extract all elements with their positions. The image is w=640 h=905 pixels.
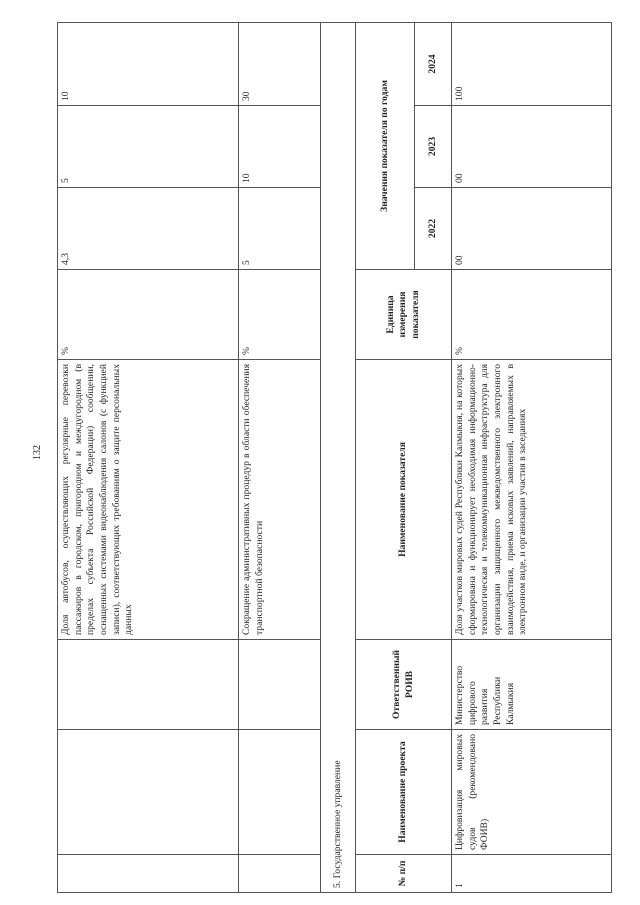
header-row <box>356 23 415 893</box>
unit-cell: % <box>239 270 321 360</box>
header-year-2022: 2022 <box>415 188 452 270</box>
empty-cell <box>58 640 239 730</box>
header-project: Наименование проекта <box>356 730 452 855</box>
indicator-name-cell: Доля автобусов, осуществляющих регулярные перевозки пассажиров в городском, пригородном и междугородном (в пределах субъекта Российской Федерации) сообщении, оснащенных системами видеонаблюдения салонов (с функцией записи), соответствующих требованиям о защите персональных данных <box>58 360 239 640</box>
value-2023-cell: 10 <box>239 106 321 188</box>
empty-cell <box>239 855 321 893</box>
header-indicator: Наименование показателя <box>356 360 452 640</box>
unit-cell: % <box>452 270 612 360</box>
value-2022-cell: 4,3 <box>58 188 239 270</box>
value-2022-cell: 00 <box>452 188 612 270</box>
value-2024-cell: 10 <box>58 23 239 106</box>
value-2024-cell: 30 <box>239 23 321 106</box>
project-name-cell: Цифровизация мировых судов (рекомендовано ФОИВ) <box>452 730 612 855</box>
empty-cell <box>239 730 321 855</box>
table-row <box>58 23 239 893</box>
indicator-name-cell: Сокращение административных процедур в области обеспечения транспортной безопасности <box>239 360 321 640</box>
row-num-cell: 1 <box>452 855 612 893</box>
header-num: № п/п <box>356 855 452 893</box>
indicator-name-cell: Доля участков мировых судей Республики Калмыкия, на которых сформирована и функционирует необходимая информационно-технологическая и телекоммуникационная инфраструктура для организации защищенного межведомственного электронного взаимодействия, приема исковых заявлений, направляемых в электронном виде, и организации участия в заседаниях <box>452 360 612 640</box>
header-year-2023: 2023 <box>415 106 452 188</box>
table-row <box>239 23 321 893</box>
value-2023-cell: 5 <box>58 106 239 188</box>
header-roiv: Ответственный РОИВ <box>356 640 452 730</box>
value-2024-cell: 100 <box>452 23 612 106</box>
roiv-cell: Министерство цифрового развития Республики Калмыкия <box>452 640 612 730</box>
page-number: 132 <box>32 445 43 460</box>
header-unit: Единица измерения показателя <box>356 270 452 360</box>
table-row <box>452 23 612 893</box>
empty-cell <box>58 855 239 893</box>
empty-cell <box>239 640 321 730</box>
value-2022-cell: 5 <box>239 188 321 270</box>
value-2023-cell: 00 <box>452 106 612 188</box>
unit-cell: % <box>58 270 239 360</box>
section-row <box>321 23 356 893</box>
header-year-2024: 2024 <box>415 23 452 106</box>
empty-cell <box>58 730 239 855</box>
indicators-table <box>57 22 612 893</box>
section-title: 5. Государственное управление <box>321 23 356 893</box>
header-values: Значения показателя по годам <box>356 23 415 270</box>
